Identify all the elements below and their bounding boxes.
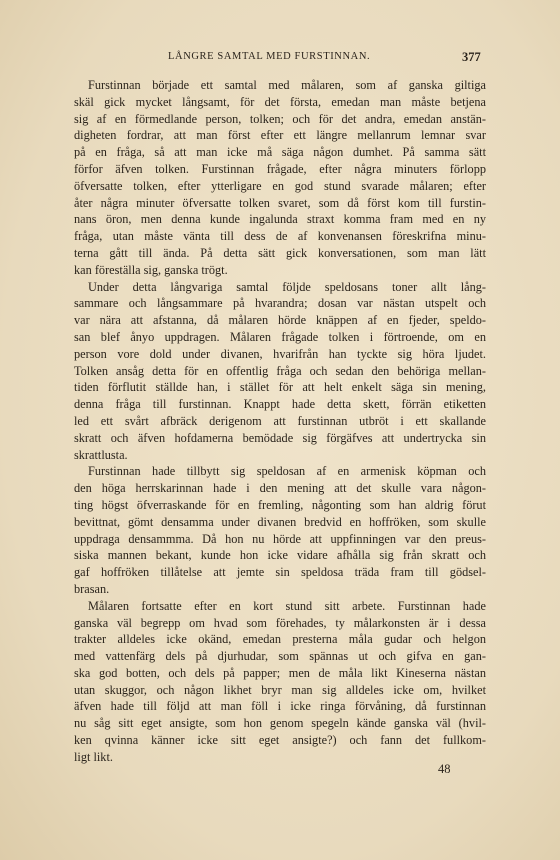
text-line: sammare och långsammare på hvarandra; dosan var nästan utspelt och <box>74 296 486 311</box>
text-line: med vattenfärg dels på djurhudar, som spännas ut och gifva en gan- <box>74 649 486 664</box>
text-line: var nära att afstanna, då målaren hörde knäppen af en fjeder, speldo- <box>74 313 486 328</box>
text-line: ting högst öfverraskande för en fremling, någonting som han aldrig förut <box>74 497 486 512</box>
text-line: skrattlusta. <box>74 447 128 462</box>
text-line: led ett svårt afbräck derigenom att furstinnan utbröt i ett skallande <box>74 413 486 428</box>
text-line: ken qvinna känner icke sitt eget ansigte?) och fann det fullkom- <box>74 733 486 748</box>
text-line: bevittnat, gömt densamma under divanen bredvid en hoffröken, som skulle <box>74 514 486 529</box>
text-line: Under detta långvariga samtal följde speldosans toner allt lång- <box>88 279 486 294</box>
paragraph <box>74 77 486 279</box>
page-number: 377 <box>462 50 481 64</box>
text-line: sig af en förmedlande person, tolken; och för det andra, emedan anstän- <box>74 111 486 126</box>
text-line: brasan. <box>74 581 110 596</box>
text-line: denna fråga till furstinnan. Knappt hade detta skett, förrän etiketten <box>74 397 486 412</box>
text-line: den höga herrskarinnan hade i den mening att det skulle vara någon- <box>74 481 486 496</box>
paragraph <box>74 279 486 464</box>
text-line: skäl gick mycket långsamt, för det första, emedan man måste betjena <box>74 94 486 109</box>
text-line: Furstinnan hade tillbytt sig speldosan af en armenisk köpman och <box>88 464 486 479</box>
text-line: nu såg sitt eget ansigte, som hon genom spegeln kände ganska väl (hvil- <box>74 716 486 731</box>
text-line: förfor äfven tolken. Furstinnan frågade, efter några minuters förlopp <box>74 161 486 176</box>
paragraph <box>74 463 486 597</box>
text-line: kan föreställa sig, ganska trögt. <box>74 262 228 277</box>
text-line: terna gått till ända. På detta sätt gick konversationen, som man lätt <box>74 245 486 260</box>
text-line: fråga, utan måste vänta till dess de af konvenansen föreskrifna minu- <box>74 229 486 244</box>
text-line: utan skuggor, och någon likhet bryr man sig alldeles icke om, hvilket <box>74 682 486 697</box>
text-line: Tolken ansåg detta för en offentlig fråga och sedan den behöriga mellan- <box>74 363 486 378</box>
text-line: åter några minuter öfversatte tolken svaret, som då först kom till furstin- <box>74 195 486 210</box>
running-title: LÅNGRE SAMTAL MED FURSTINNAN. <box>168 51 371 62</box>
text-line: trakter alldeles icke okänd, emedan presterna måla gudar och helgon <box>74 632 486 647</box>
text-line: siska mannen bekant, kunde hon icke vidare afhålla sig från skratt och <box>74 548 486 563</box>
text-line: tiden förflutit ställde han, i stället för att helt enkelt säga sin mening, <box>74 380 486 395</box>
text-line: ganska väl begrepp om hvad som förehades, ty målarkonsten är i dessa <box>74 615 486 630</box>
body-text <box>74 77 486 766</box>
text-line: ligt likt. <box>74 749 113 764</box>
text-line: uppdraga densammma. Då hon nu hörde att uppfinningen var den preus- <box>74 531 486 546</box>
running-head <box>0 49 560 65</box>
text-line: Målaren fortsatte efter en kort stund sitt arbete. Furstinnan hade <box>88 598 486 613</box>
text-line: på en fråga, så att man icke må säga någon dumhet. På samma sätt <box>74 145 486 160</box>
text-line: äfven hade till följd att man föll i icke ringa förvåning, då furstinnan <box>74 699 486 714</box>
text-line: gaf hoffröken tillåtelse att jemte sin speldosa träda fram till gödsel- <box>74 565 486 580</box>
text-line: person vore dold under divanen, hvarifrån han tyckte sig höra ljudet. <box>74 346 486 361</box>
text-line: digheten fordrar, att man först efter ett längre mellanrum lemnar svar <box>74 128 486 143</box>
text-line: ska god botten, och dels på papper; men de måla likt Kineserna nästan <box>74 665 486 680</box>
text-line: öfversatte tolken, efter ytterligare en god stund svarade målaren; efter <box>74 178 486 193</box>
paragraph <box>74 598 486 766</box>
text-line: Furstinnan började ett samtal med målaren, som af ganska giltiga <box>88 78 486 92</box>
signature-mark: 48 <box>438 762 451 776</box>
text-line: nans öron, men denna kunde ingalunda straxt komma fram med en ny <box>74 212 486 227</box>
text-line: skratt och äfven hofdamerna bemödade sig förgäfves att undertrycka sin <box>74 430 486 445</box>
text-line: san blef ånyo uppdragen. Målaren frågade tolken i förtroende, om en <box>74 329 486 344</box>
